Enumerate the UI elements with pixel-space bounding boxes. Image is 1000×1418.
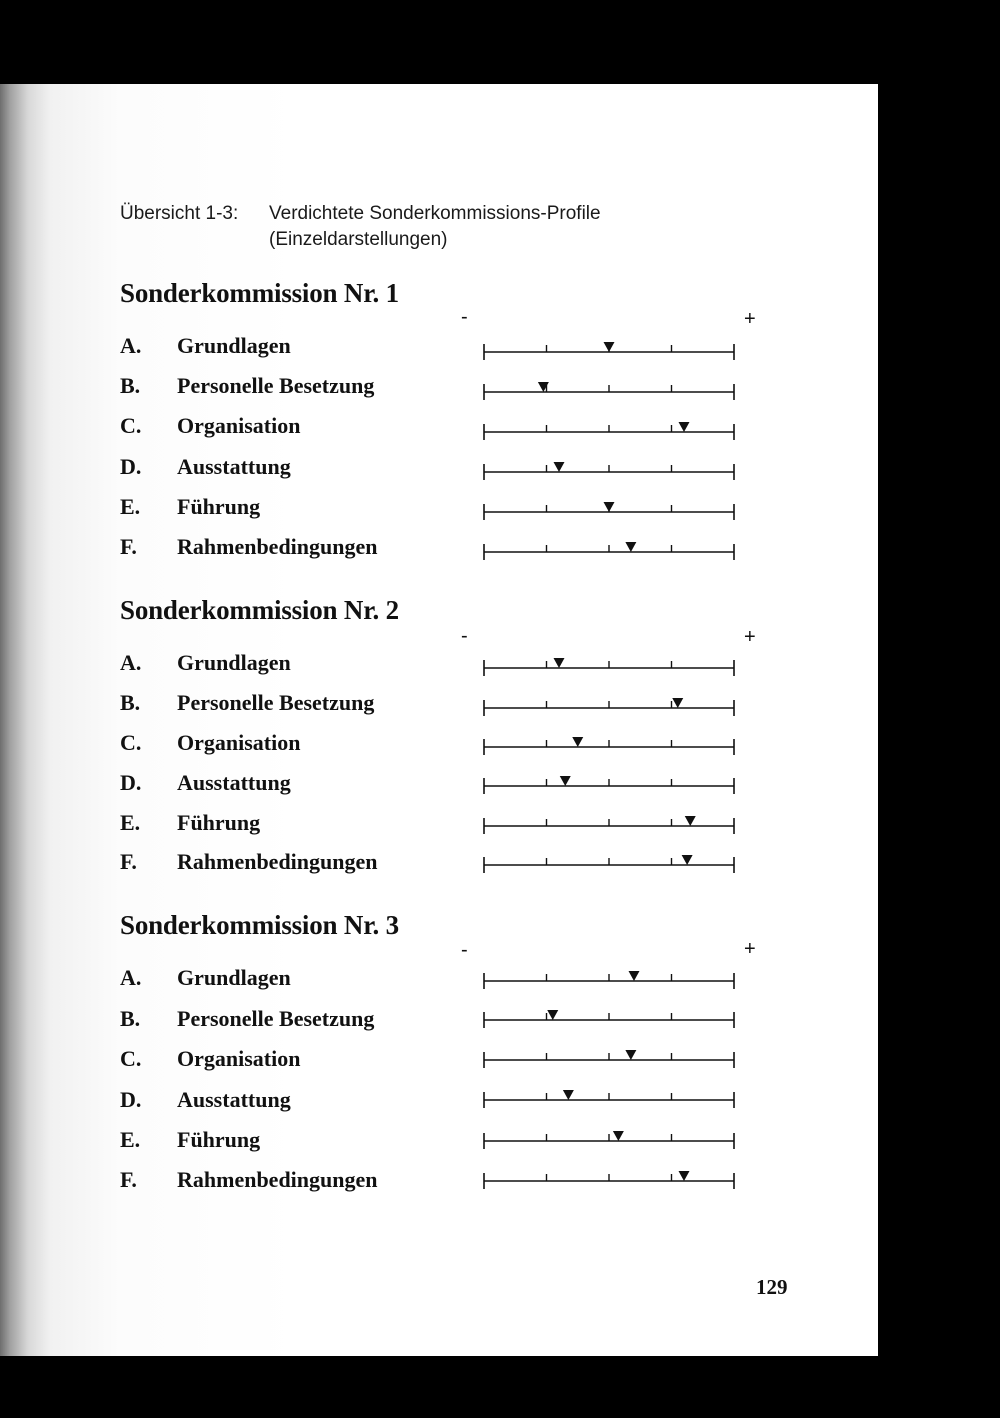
- row-label: Rahmenbedingungen: [177, 1167, 378, 1192]
- row-letter: F.: [120, 534, 137, 559]
- rating-marker: [679, 1171, 690, 1181]
- caption-title-line1: Verdichtete Sonderkommissions-Profile: [269, 203, 601, 224]
- rating-scale: [480, 1046, 740, 1070]
- row-letter: F.: [120, 849, 137, 874]
- row-letter: C.: [120, 1046, 142, 1071]
- row-letter: E.: [120, 810, 141, 835]
- page-number: 129: [756, 1275, 788, 1299]
- rating-marker: [685, 816, 696, 826]
- row-letter: B.: [120, 690, 141, 715]
- row-label: Ausstattung: [177, 454, 291, 479]
- scale-plus-label: +: [744, 938, 756, 960]
- rating-scale: [480, 418, 740, 442]
- row-label: Organisation: [177, 730, 301, 755]
- rating-scale: [480, 694, 740, 718]
- section-title-2: Sonderkommission Nr. 2: [120, 595, 399, 625]
- rating-marker: [560, 776, 571, 786]
- rating-scale: [480, 733, 740, 757]
- rating-scale: [480, 851, 740, 875]
- row-label: Personelle Besetzung: [177, 1006, 375, 1031]
- rating-marker: [554, 658, 565, 668]
- rating-marker: [613, 1131, 624, 1141]
- row-letter: D.: [120, 454, 142, 479]
- rating-marker: [538, 382, 549, 392]
- rating-scale: [480, 1167, 740, 1191]
- scale-minus-label: -: [461, 939, 468, 961]
- rating-marker: [572, 737, 583, 747]
- row-letter: C.: [120, 730, 142, 755]
- row-label: Personelle Besetzung: [177, 373, 375, 398]
- rating-scale: [480, 498, 740, 522]
- scale-plus-label: +: [744, 308, 756, 330]
- row-letter: F.: [120, 1167, 137, 1192]
- rating-scale: [480, 1127, 740, 1151]
- rating-marker: [682, 855, 693, 865]
- caption-title-line2: (Einzeldarstellungen): [269, 229, 448, 250]
- row-label: Grundlagen: [177, 333, 291, 358]
- rating-scale: [480, 1086, 740, 1110]
- row-label: Ausstattung: [177, 770, 291, 795]
- row-letter: A.: [120, 650, 142, 675]
- rating-scale: [480, 538, 740, 562]
- rating-marker: [625, 1050, 636, 1060]
- row-letter: B.: [120, 373, 141, 398]
- row-label: Organisation: [177, 1046, 301, 1071]
- row-letter: A.: [120, 965, 142, 990]
- scale-minus-label: -: [461, 306, 468, 328]
- row-label: Grundlagen: [177, 965, 291, 990]
- rating-marker: [547, 1010, 558, 1020]
- rating-scale: [480, 772, 740, 796]
- row-letter: C.: [120, 413, 142, 438]
- rating-marker: [672, 698, 683, 708]
- rating-scale: [480, 1006, 740, 1030]
- rating-marker: [604, 502, 615, 512]
- caption-label: Übersicht 1-3:: [120, 203, 239, 224]
- rating-scale: [480, 654, 740, 678]
- row-label: Führung: [177, 1127, 261, 1152]
- row-letter: B.: [120, 1006, 141, 1031]
- row-label: Organisation: [177, 413, 301, 438]
- row-label: Personelle Besetzung: [177, 690, 375, 715]
- rating-scale: [480, 458, 740, 482]
- row-letter: E.: [120, 1127, 141, 1152]
- rating-marker: [625, 542, 636, 552]
- rating-scale: [480, 967, 740, 991]
- scale-minus-label: -: [461, 625, 468, 647]
- row-label: Ausstattung: [177, 1087, 291, 1112]
- row-label: Führung: [177, 810, 261, 835]
- book-page: [0, 84, 878, 1356]
- row-label: Führung: [177, 494, 261, 519]
- rating-marker: [563, 1090, 574, 1100]
- section-title-3: Sonderkommission Nr. 3: [120, 910, 399, 940]
- row-letter: D.: [120, 770, 142, 795]
- rating-scale: [480, 338, 740, 362]
- row-letter: A.: [120, 333, 142, 358]
- section-title-1: Sonderkommission Nr. 1: [120, 278, 399, 308]
- row-label: Rahmenbedingungen: [177, 534, 378, 559]
- rating-scale: [480, 378, 740, 402]
- row-label: Grundlagen: [177, 650, 291, 675]
- scale-plus-label: +: [744, 626, 756, 648]
- rating-marker: [629, 971, 640, 981]
- rating-marker: [554, 462, 565, 472]
- row-label: Rahmenbedingungen: [177, 849, 378, 874]
- rating-marker: [604, 342, 615, 352]
- row-letter: E.: [120, 494, 141, 519]
- rating-scale: [480, 812, 740, 836]
- rating-marker: [679, 422, 690, 432]
- row-letter: D.: [120, 1087, 142, 1112]
